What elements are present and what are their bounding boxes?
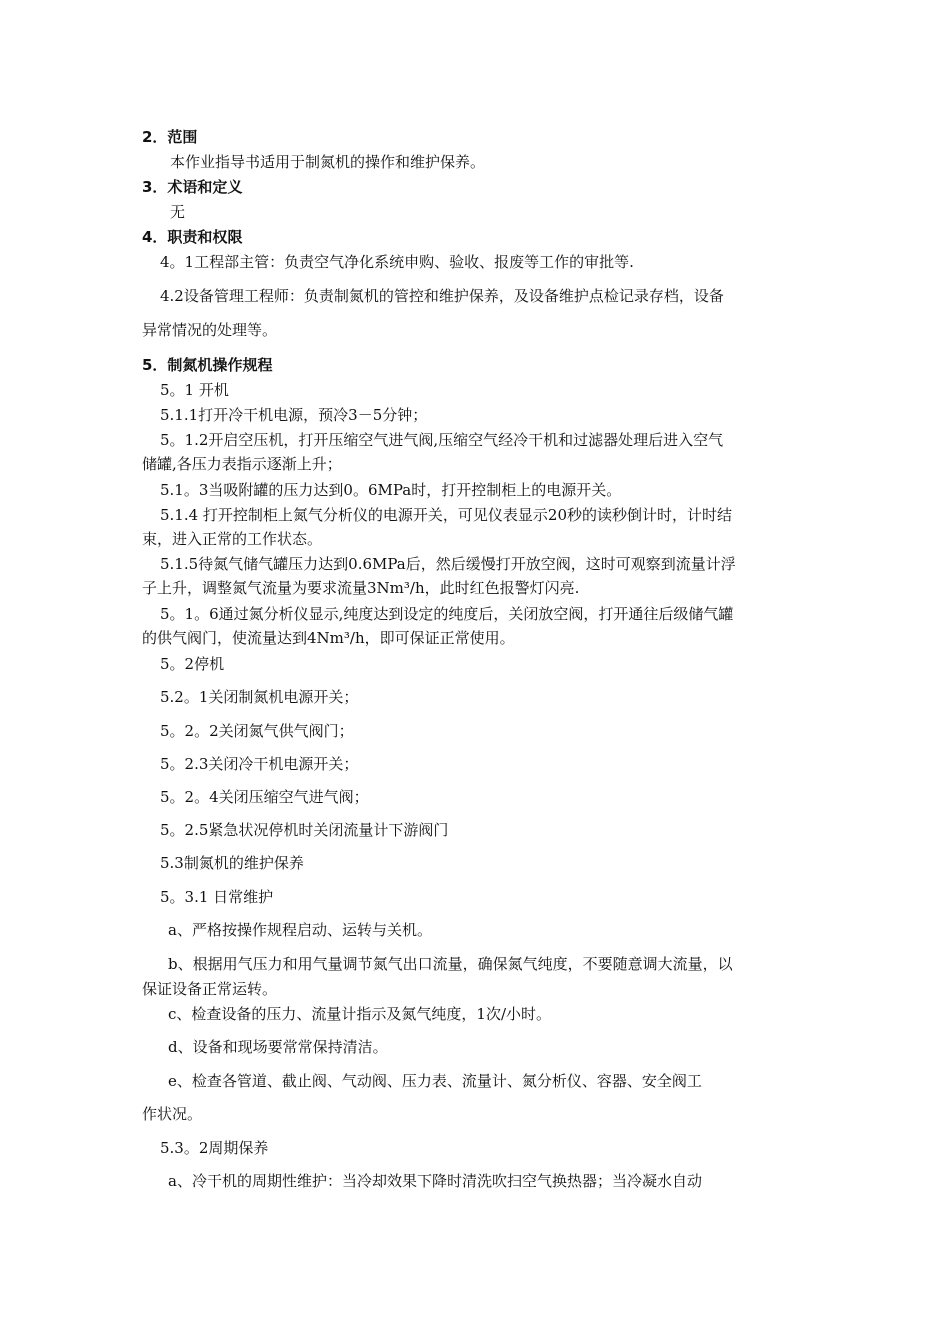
section-3-text: 无: [170, 203, 186, 221]
subsection-5-3-title: 5.3制氮机的维护保养: [160, 854, 304, 872]
step-5-1-3: 5.1。3当吸附罐的压力达到0。6MPa时，打开控制柜上的电源开关。: [160, 481, 622, 499]
subsection-5-3-2-title: 5.3。2周期保养: [160, 1139, 269, 1157]
step-5-1-4-line1: 5.1.4 打开控制柜上氮气分析仪的电源开关，可见仪表显示20秒的读秒倒计时，计时结: [160, 506, 733, 524]
daily-item-c: c、检查设备的压力、流量计指示及氮气纯度，1次/小时。: [168, 1005, 552, 1023]
section-5-heading: 5．制氮机操作规程: [142, 356, 273, 374]
step-5-2-4: 5。2。4关闭压缩空气进气阀；: [160, 788, 369, 806]
daily-item-d: d、设备和现场要常常保持清洁。: [168, 1038, 388, 1056]
step-5-2-2: 5。2。2关闭氮气供气阀门；: [160, 722, 354, 740]
subsection-5-3-1-title: 5。3.1 日常维护: [160, 888, 274, 906]
daily-item-e-line1: e、检查各管道、截止阀、气动阀、压力表、流量计、氮分析仪、容器、安全阀工: [168, 1072, 702, 1090]
periodic-item-a: a、冷干机的周期性维护：当冷却效果下降时清洗吹扫空气换热器；当冷凝水自动: [168, 1172, 702, 1190]
step-5-2-3: 5。2.3关闭冷干机电源开关；: [160, 755, 359, 773]
step-5-1-6-line1: 5。1。6通过氮分析仪显示,纯度达到设定的纯度后，关闭放空阀，打开通往后级储气罐: [160, 605, 734, 623]
daily-item-b-line2: 保证设备正常运转。: [142, 980, 278, 998]
step-5-2-1: 5.2。1关闭制氮机电源开关；: [160, 688, 359, 706]
step-5-1-4-line2: 束，进入正常的工作状态。: [142, 530, 323, 548]
section-2-text: 本作业指导书适用于制氮机的操作和维护保养。: [170, 153, 486, 171]
subsection-5-2-title: 5。2停机: [160, 655, 225, 673]
section-2-heading: 2．范围: [142, 128, 198, 146]
step-5-1-5-line2: 子上升，调整氮气流量为要求流量3Nm³/h，此时红色报警灯闪亮.: [142, 579, 580, 597]
step-5-1-2-line2: 储罐,各压力表指示逐渐上升；: [142, 455, 342, 473]
daily-item-b-line1: b、根据用气压力和用气量调节氮气出口流量，确保氮气纯度，不要随意调大流量，以: [168, 955, 733, 973]
section-4-2-text-line1: 4.2设备管理工程师：负责制氮机的管控和维护保养，及设备维护点检记录存档，设备: [160, 287, 724, 305]
step-5-1-2-line1: 5。1.2开启空压机，打开压缩空气进气阀,压缩空气经冷干机和过滤器处理后进入空气: [160, 431, 724, 449]
step-5-1-5-line1: 5.1.5待氮气储气罐压力达到0.6MPa后，然后缓慢打开放空阀，这时可观察到流量计浮: [160, 555, 736, 573]
daily-item-e-line2: 作状况。: [142, 1105, 203, 1123]
step-5-1-6-line2: 的供气阀门，使流量达到4Nm³/h，即可保证正常使用。: [142, 629, 515, 647]
step-5-1-1: 5.1.1打开冷干机电源，预冷3－5分钟；: [160, 406, 428, 424]
subsection-5-1-title: 5。1 开机: [160, 381, 229, 399]
section-4-2-text-line2: 异常情况的处理等。: [142, 321, 278, 339]
section-4-heading: 4．职责和权限: [142, 228, 243, 246]
daily-item-a: a、严格按操作规程启动、运转与关机。: [168, 921, 432, 939]
section-4-1-text: 4。1工程部主管：负责空气净化系统申购、验收、报废等工作的审批等.: [160, 253, 634, 271]
step-5-2-5: 5。2.5紧急状况停机时关闭流量计下游阀门: [160, 821, 449, 839]
section-3-heading: 3．术语和定义: [142, 178, 243, 196]
